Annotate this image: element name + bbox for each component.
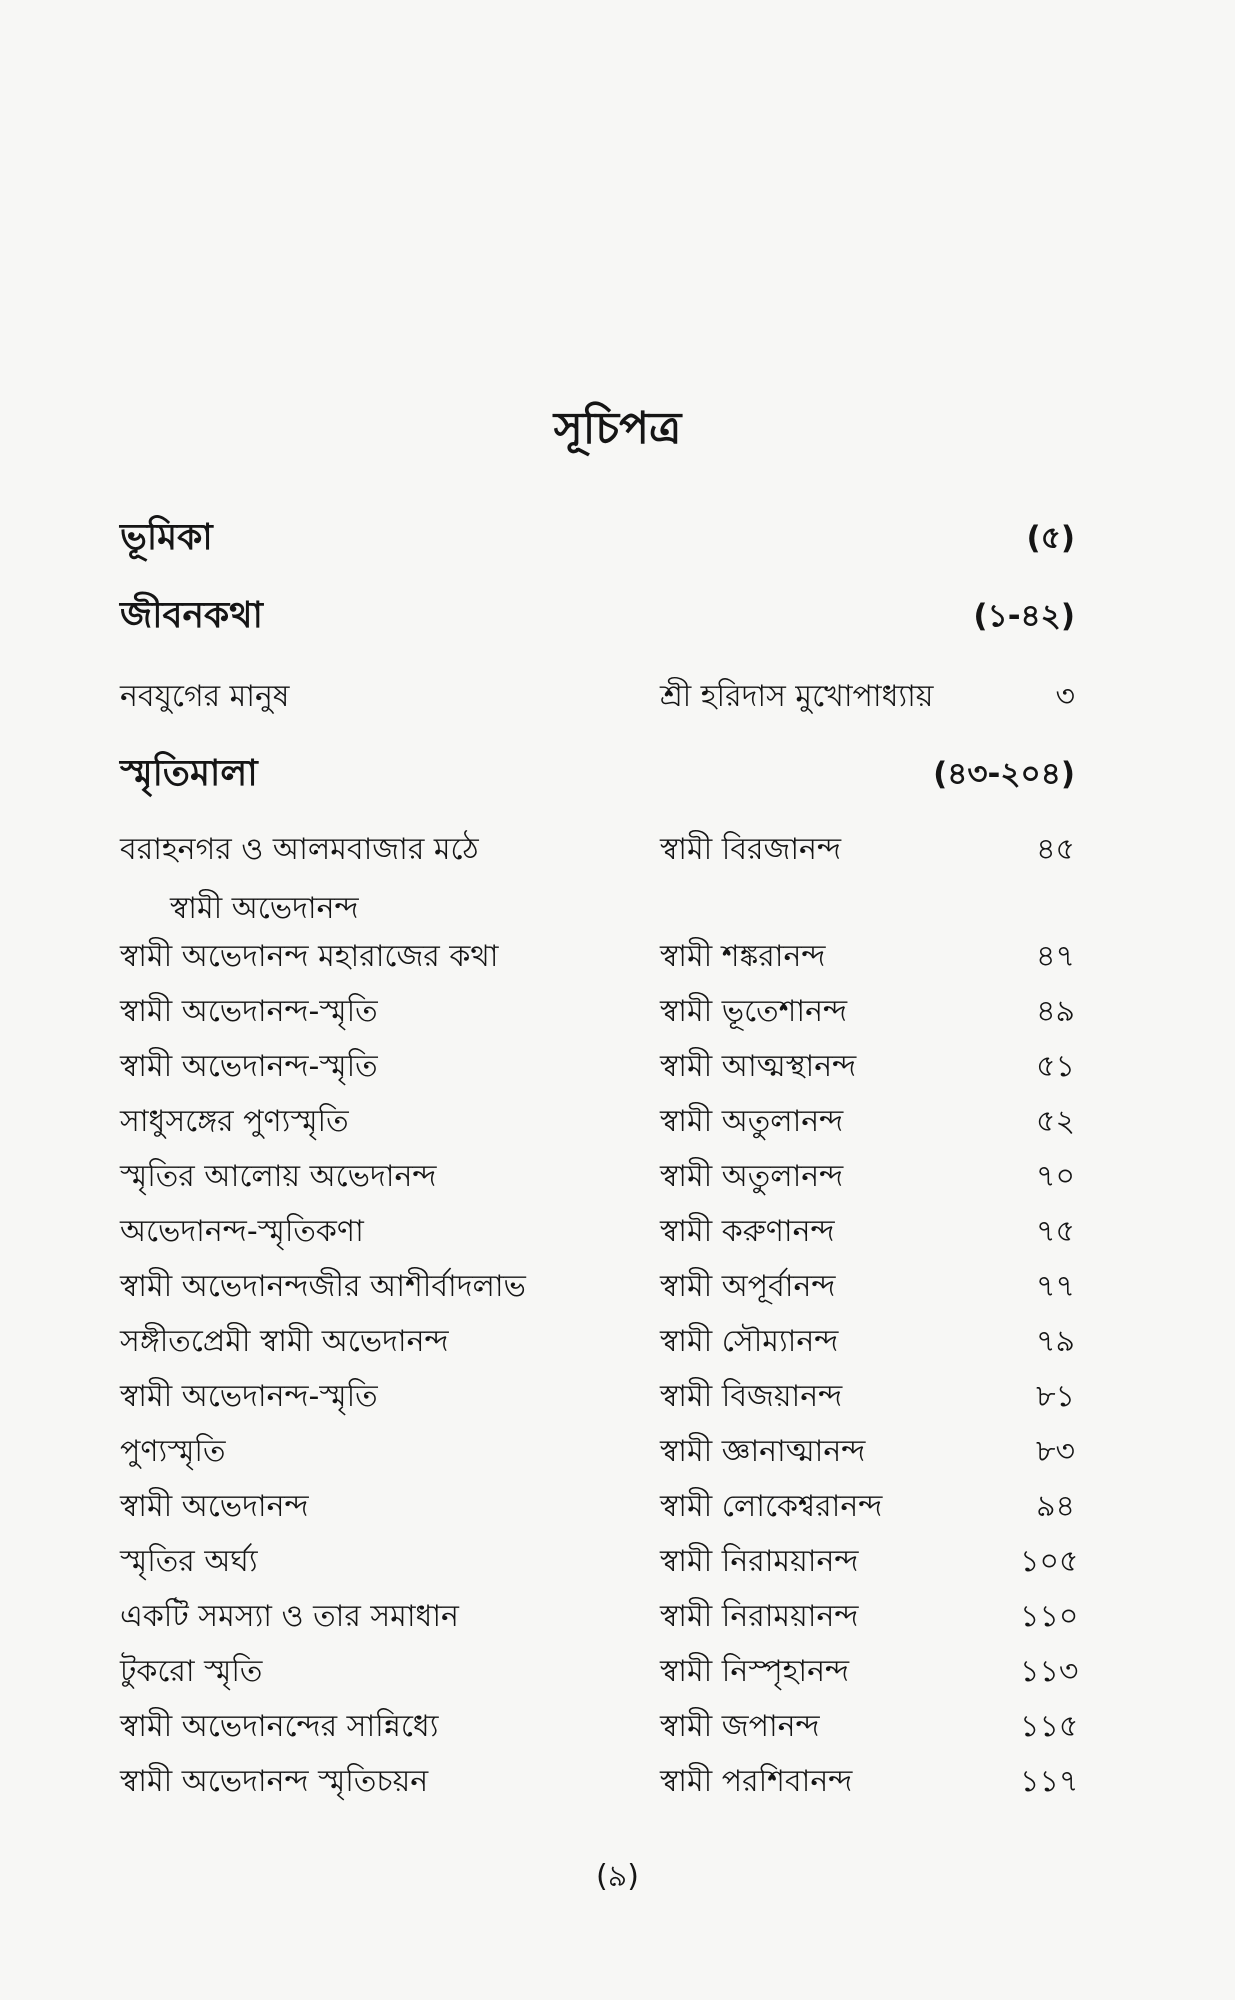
entry-title: একটি সমস্যা ও তার সমাধান (120, 1598, 459, 1634)
page-number: (৯) (596, 1859, 639, 1894)
entry-author: স্বামী সৌম্যানন্দ (660, 1323, 839, 1359)
toc-entry (120, 1151, 1075, 1203)
entry-author: স্বামী অপূর্বানন্দ (660, 1268, 836, 1304)
entry-author: স্বামী বিজয়ানন্দ (660, 1378, 843, 1414)
toc-entry (120, 1316, 1075, 1368)
entry-title-continued: স্বামী অভেদানন্দ (170, 891, 359, 926)
entry-title: স্বামী অভেদানন্দের সান্নিধ্যে (120, 1708, 439, 1744)
section-name: ভূমিকা (120, 517, 213, 558)
entry-title: পুণ্যস্মৃতি (120, 1433, 226, 1469)
entry-title: টুকরো স্মৃতি (120, 1653, 263, 1689)
section-name: স্মৃতিমালা (120, 753, 258, 794)
entry-page: ৭৯ (1036, 1323, 1075, 1359)
entry-page: ৪৫ (1036, 831, 1075, 867)
entry-page: ১০৫ (1020, 1543, 1079, 1579)
entry-page: ৭০ (1035, 1158, 1075, 1194)
entry-page: ১১৫ (1020, 1708, 1079, 1744)
toc-entry (120, 1481, 1075, 1533)
entry-author: স্বামী নিরাময়ানন্দ (660, 1543, 859, 1579)
entry-title: স্বামী অভেদানন্দজীর আশীর্বাদলাভ (120, 1268, 526, 1304)
toc-entry (120, 1371, 1075, 1423)
entry-page: ১১৭ (1020, 1763, 1079, 1799)
entry-title: সঙ্গীতপ্রেমী স্বামী অভেদানন্দ (120, 1323, 449, 1359)
page-title: সূচিপত্র (553, 403, 682, 454)
entry-page: ৩ (1055, 678, 1075, 714)
entry-title: স্বামী অভেদানন্দ (120, 1488, 309, 1524)
entry-author: স্বামী নিরাময়ানন্দ (660, 1598, 859, 1634)
section-pages: (৫) (1026, 520, 1075, 556)
toc-entry (120, 1041, 1075, 1093)
section-pages: (১-৪২) (973, 598, 1075, 634)
entry-page: ৭৭ (1035, 1268, 1075, 1304)
toc-entry (120, 1261, 1075, 1313)
entry-author: স্বামী আত্মস্থানন্দ (660, 1048, 857, 1084)
section-pages: (৪৩-২০৪) (933, 756, 1075, 792)
entry-title: সাধুসঙ্গের পুণ্যস্মৃতি (120, 1103, 349, 1139)
entry-author: স্বামী জপানন্দ (660, 1708, 820, 1744)
entry-title: স্বামী অভেদানন্দ মহারাজের কথা (120, 938, 499, 974)
entry-author: স্বামী ভূতেশানন্দ (660, 993, 848, 1029)
entry-author: স্বামী লোকেশ্বরানন্দ (660, 1488, 883, 1524)
entry-author: শ্রী হরিদাস মুখোপাধ্যায় (660, 678, 934, 714)
entry-page: ৮৩ (1036, 1433, 1075, 1469)
entry-page: ৫১ (1036, 1048, 1075, 1084)
entry-author: স্বামী অতুলানন্দ (660, 1158, 844, 1194)
entry-title: স্বামী অভেদানন্দ-স্মৃতি (120, 1048, 378, 1084)
entry-page: ৪৯ (1036, 993, 1075, 1029)
entry-page: ৫২ (1036, 1103, 1075, 1139)
toc-entry (120, 671, 1075, 723)
toc-entry (120, 1591, 1079, 1643)
entry-author: স্বামী জ্ঞানাত্মানন্দ (660, 1433, 866, 1469)
toc-entry (120, 986, 1075, 1038)
entry-author: স্বামী নিস্পৃহানন্দ (660, 1653, 850, 1689)
toc-entry (120, 1536, 1079, 1588)
entry-author: স্বামী পরশিবানন্দ (660, 1763, 853, 1799)
toc-entry (120, 1646, 1079, 1698)
entry-page: ৮১ (1036, 1378, 1075, 1414)
section-jibankatha (120, 592, 1075, 644)
toc-entry (120, 1206, 1075, 1258)
section-name: জীবনকথা (120, 595, 263, 636)
entry-author: স্বামী বিরজানন্দ (660, 831, 842, 867)
entry-page: ১১০ (1020, 1598, 1079, 1634)
entry-title: স্বামী অভেদানন্দ-স্মৃতি (120, 1378, 378, 1414)
section-smritimala (120, 750, 1075, 802)
entry-title: স্বামী অভেদানন্দ স্মৃতিচয়ন (120, 1763, 429, 1799)
toc-entry (120, 931, 1075, 983)
entry-page: ৭৫ (1036, 1213, 1075, 1249)
toc-entry (120, 1701, 1079, 1753)
toc-entry (120, 1756, 1079, 1808)
section-bhumika (120, 514, 1075, 566)
entry-author: স্বামী শঙ্করানন্দ (660, 938, 826, 974)
entry-title: বরাহনগর ও আলমবাজার মঠে (120, 831, 479, 867)
entry-page: ৪৭ (1036, 938, 1075, 974)
entry-author: স্বামী অতুলানন্দ (660, 1103, 844, 1139)
entry-page: ১১৩ (1020, 1653, 1079, 1689)
toc-entry (120, 1426, 1075, 1478)
toc-entry (120, 1096, 1075, 1148)
toc-entry (120, 824, 1075, 876)
entry-title: স্মৃতির আলোয় অভেদানন্দ (120, 1158, 437, 1194)
entry-title: স্বামী অভেদানন্দ-স্মৃতি (120, 993, 378, 1029)
entry-title: অভেদানন্দ-স্মৃতিকণা (120, 1213, 364, 1249)
entry-author: স্বামী করুণানন্দ (660, 1213, 835, 1249)
entry-page: ৯৪ (1036, 1488, 1075, 1524)
entry-title: নবযুগের মানুষ (120, 678, 290, 714)
entry-title: স্মৃতির অর্ঘ্য (120, 1543, 258, 1579)
